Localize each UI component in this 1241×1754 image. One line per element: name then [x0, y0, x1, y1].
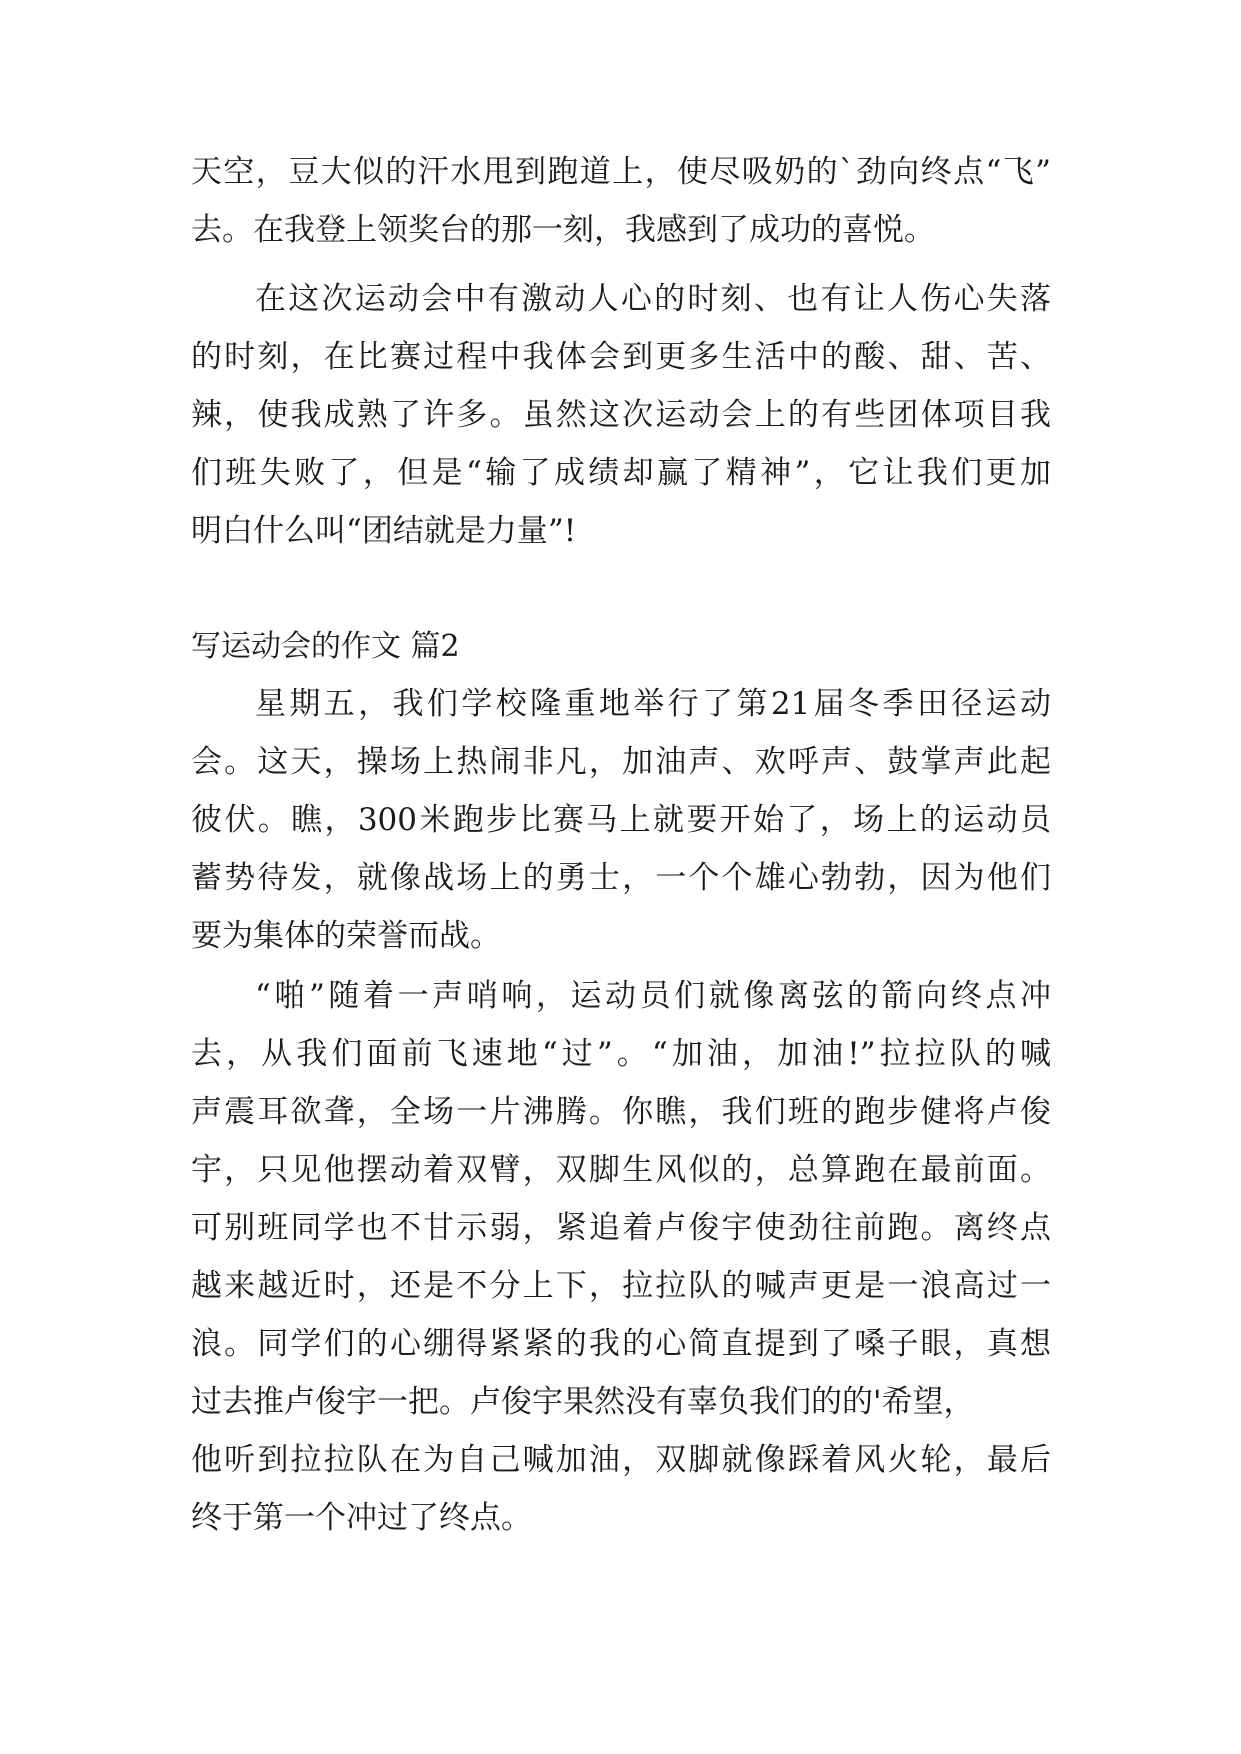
paragraph-continuation: [191, 143, 1051, 259]
section-heading: [191, 618, 1051, 676]
text-line: 会。这天，操场上热闹非凡，加油声、欢呼声、鼓掌声此起: [191, 744, 1051, 780]
text-line: 的时刻，在比赛过程中我体会到更多生活中的酸、甜、苦、: [191, 339, 1051, 375]
text-line: 辣，使我成熟了许多。虽然这次运动会上的有些团体项目我: [191, 397, 1051, 433]
text-line: 要为集体的荣誉而战。: [191, 918, 501, 954]
text-line: 去，从我们面前飞速地“过”。“加油，加油!”拉拉队的喊: [191, 1036, 1051, 1072]
text-line: 蓄势待发，就像战场上的勇士，一个个雄心勃勃，因为他们: [191, 860, 1051, 896]
text-line: 星期五，我们学校隆重地举行了第21届冬季田径运动: [255, 686, 1051, 722]
text-line: 声震耳欲聋，全场一片沸腾。你瞧，我们班的跑步健将卢俊: [191, 1094, 1051, 1130]
text-line: “啪”随着一声哨响，运动员们就像离弦的箭向终点冲: [255, 978, 1051, 1014]
text-line: 去。在我登上领奖台的那一刻，我感到了成功的喜悦。: [191, 212, 935, 248]
paragraph-intro: [191, 675, 1051, 965]
text-line: 在这次运动会中有激动人心的时刻、也有让人伤心失落: [255, 281, 1051, 317]
text-line: 们班失败了，但是“输了成绩却赢了精神”，它让我们更加: [191, 455, 1051, 491]
text-line: 明白什么叫“团结就是力量”!: [191, 513, 577, 549]
text-line: 越来越近时，还是不分上下，拉拉队的喊声更是一浪高过一: [191, 1268, 1051, 1304]
text-line: 宇，只见他摆动着双臂，双脚生风似的，总算跑在最前面。: [191, 1152, 1051, 1188]
text-line: 终于第一个冲过了终点。: [191, 1500, 532, 1536]
text-line: 天空，豆大似的汗水甩到跑道上，使尽吸奶的`劲向终点“飞”: [191, 154, 1051, 190]
text-line: 可别班同学也不甘示弱，紧追着卢俊宇使劲往前跑。离终点: [191, 1210, 1051, 1246]
paragraph-race: [191, 967, 1051, 1547]
text-line: 过去推卢俊宇一把。卢俊宇果然没有辜负我们的的'希望，: [191, 1384, 975, 1420]
heading-text: 写运动会的作文 篇2: [191, 629, 460, 664]
text-line: 他听到拉拉队在为自己喊加油，双脚就像踩着风火轮，最后: [191, 1442, 1051, 1478]
text-line: 浪。同学们的心绷得紧紧的我的心简直提到了嗓子眼，真想: [191, 1326, 1051, 1362]
paragraph-summary: [191, 270, 1051, 560]
text-line: 彼伏。瞧，300米跑步比赛马上就要开始了，场上的运动员: [191, 802, 1051, 838]
